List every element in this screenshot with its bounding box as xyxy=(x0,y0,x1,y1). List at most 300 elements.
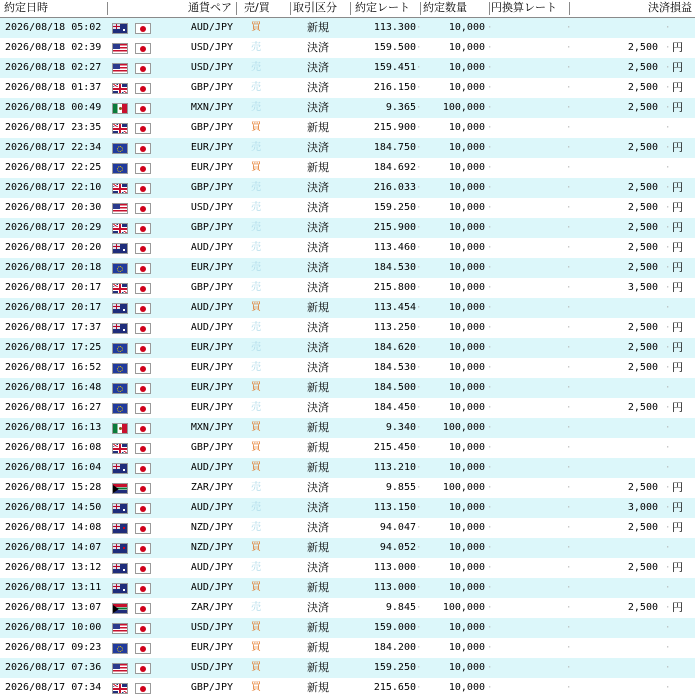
cell-divider: · xyxy=(665,483,671,493)
cell-divider: · xyxy=(487,443,493,453)
cell-divider: · xyxy=(665,643,671,653)
side-indicator: 売 xyxy=(251,282,261,293)
settlement-pnl xyxy=(572,538,658,558)
header-qty[interactable]: 約定数量 xyxy=(423,1,467,14)
table-row[interactable] xyxy=(0,198,695,218)
base-currency-flag-icon xyxy=(112,503,128,514)
table-row[interactable] xyxy=(0,58,695,78)
table-row[interactable] xyxy=(0,578,695,598)
cell-divider: · xyxy=(566,323,572,333)
side-indicator: 売 xyxy=(251,562,261,573)
execution-rate: 94.047 xyxy=(379,522,416,533)
cell-divider: · xyxy=(665,623,671,633)
trade-type: 新規 xyxy=(307,641,329,654)
settlement-pnl: 2,500 xyxy=(627,82,658,93)
side-indicator: 買 xyxy=(251,662,261,673)
trade-type: 決済 xyxy=(307,321,329,334)
execution-quantity: 10,000 xyxy=(448,82,485,93)
trade-type: 新規 xyxy=(307,121,329,134)
cell-divider: · xyxy=(566,423,572,433)
trade-datetime: 2026/08/17 20:29 xyxy=(5,222,102,233)
table-row[interactable] xyxy=(0,298,695,318)
execution-rate: 9.340 xyxy=(385,422,416,433)
side-indicator: 売 xyxy=(251,102,261,113)
cell-divider: · xyxy=(566,223,572,233)
execution-rate: 216.033 xyxy=(373,182,416,193)
cell-divider: · xyxy=(487,423,493,433)
cell-divider: · xyxy=(566,343,572,353)
jpy-flag-icon xyxy=(135,563,151,574)
currency-unit: 円 xyxy=(672,241,683,254)
cell-divider: · xyxy=(665,383,671,393)
execution-quantity: 10,000 xyxy=(448,382,485,393)
table-row[interactable] xyxy=(0,658,695,678)
cell-divider: · xyxy=(487,123,493,133)
jpy-flag-icon xyxy=(135,403,151,414)
currency-pair: AUD/JPY xyxy=(190,322,233,333)
currency-pair: AUD/JPY xyxy=(190,502,233,513)
execution-quantity: 100,000 xyxy=(442,602,485,613)
currency-unit: 円 xyxy=(672,61,683,74)
cell-divider: · xyxy=(665,183,671,193)
side-indicator: 買 xyxy=(251,642,261,653)
base-currency-flag-icon xyxy=(112,283,128,294)
trade-type: 決済 xyxy=(307,61,329,74)
settlement-pnl: 2,500 xyxy=(627,522,658,533)
execution-quantity: 10,000 xyxy=(448,202,485,213)
table-row[interactable] xyxy=(0,338,695,358)
cell-divider: · xyxy=(416,343,422,353)
base-currency-flag-icon xyxy=(112,143,128,154)
table-row[interactable] xyxy=(0,558,695,578)
execution-rate: 9.845 xyxy=(385,602,416,613)
execution-quantity: 10,000 xyxy=(448,362,485,373)
header-side[interactable]: 売/買 xyxy=(244,1,270,14)
trade-type: 決済 xyxy=(307,281,329,294)
execution-rate: 215.900 xyxy=(373,122,416,133)
currency-unit: 円 xyxy=(672,261,683,274)
currency-unit: 円 xyxy=(672,141,683,154)
header-divider[interactable] xyxy=(350,2,351,15)
cell-divider: · xyxy=(566,463,572,473)
currency-pair: GBP/JPY xyxy=(190,682,233,693)
table-row[interactable] xyxy=(0,518,695,538)
cell-divider: · xyxy=(416,563,422,573)
cell-divider: · xyxy=(665,83,671,93)
cell-divider: · xyxy=(566,43,572,53)
base-currency-flag-icon xyxy=(112,223,128,234)
trade-datetime: 2026/08/17 13:11 xyxy=(5,582,102,593)
cell-divider: · xyxy=(416,223,422,233)
table-row[interactable] xyxy=(0,458,695,478)
header-divider[interactable] xyxy=(569,2,570,15)
base-currency-flag-icon xyxy=(112,163,128,174)
cell-divider: · xyxy=(665,23,671,33)
cell-divider: · xyxy=(566,363,572,373)
execution-quantity: 10,000 xyxy=(448,222,485,233)
trade-datetime: 2026/08/17 22:10 xyxy=(5,182,102,193)
table-header xyxy=(0,0,695,18)
jpy-flag-icon xyxy=(135,543,151,554)
base-currency-flag-icon xyxy=(112,443,128,454)
cell-divider: · xyxy=(566,583,572,593)
trade-datetime: 2026/08/17 17:37 xyxy=(5,322,102,333)
cell-divider: · xyxy=(665,363,671,373)
cell-divider: · xyxy=(487,223,493,233)
cell-divider: · xyxy=(566,103,572,113)
table-row[interactable] xyxy=(0,218,695,238)
trade-datetime: 2026/08/17 10:00 xyxy=(5,622,102,633)
cell-divider: · xyxy=(566,143,572,153)
trade-datetime: 2026/08/18 00:49 xyxy=(5,102,102,113)
cell-divider: · xyxy=(487,323,493,333)
currency-pair: GBP/JPY xyxy=(190,122,233,133)
currency-unit: 円 xyxy=(672,281,683,294)
trade-datetime: 2026/08/17 16:52 xyxy=(5,362,102,373)
side-indicator: 買 xyxy=(251,682,261,693)
execution-quantity: 10,000 xyxy=(448,142,485,153)
settlement-pnl xyxy=(572,678,658,698)
currency-pair: EUR/JPY xyxy=(190,142,233,153)
cell-divider: · xyxy=(566,83,572,93)
trade-datetime: 2026/08/17 20:30 xyxy=(5,202,102,213)
currency-pair: NZD/JPY xyxy=(190,542,233,553)
currency-pair: GBP/JPY xyxy=(190,182,233,193)
cell-divider: · xyxy=(665,423,671,433)
currency-unit: 円 xyxy=(672,561,683,574)
table-row[interactable] xyxy=(0,358,695,378)
jpy-flag-icon xyxy=(135,203,151,214)
side-indicator: 売 xyxy=(251,42,261,53)
currency-unit: 円 xyxy=(672,181,683,194)
cell-divider: · xyxy=(487,23,493,33)
table-row[interactable] xyxy=(0,538,695,558)
cell-divider: · xyxy=(665,463,671,473)
execution-quantity: 10,000 xyxy=(448,162,485,173)
header-divider[interactable] xyxy=(420,2,421,15)
trade-type: 新規 xyxy=(307,301,329,314)
table-row[interactable] xyxy=(0,318,695,338)
cell-divider: · xyxy=(487,663,493,673)
currency-pair: AUD/JPY xyxy=(190,582,233,593)
header-date[interactable]: 約定日時 xyxy=(4,1,48,14)
execution-quantity: 10,000 xyxy=(448,442,485,453)
base-currency-flag-icon xyxy=(112,363,128,374)
settlement-pnl: 2,500 xyxy=(627,362,658,373)
cell-divider: · xyxy=(566,243,572,253)
cell-divider: · xyxy=(416,543,422,553)
cell-divider: · xyxy=(487,683,493,693)
cell-divider: · xyxy=(487,403,493,413)
trade-type: 決済 xyxy=(307,401,329,414)
settlement-pnl: 2,500 xyxy=(627,42,658,53)
settlement-pnl: 2,500 xyxy=(627,242,658,253)
execution-quantity: 10,000 xyxy=(448,622,485,633)
base-currency-flag-icon xyxy=(112,383,128,394)
table-row[interactable] xyxy=(0,98,695,118)
cell-divider: · xyxy=(487,483,493,493)
currency-pair: USD/JPY xyxy=(190,622,233,633)
table-row[interactable] xyxy=(0,258,695,278)
cell-divider: · xyxy=(416,243,422,253)
jpy-flag-icon xyxy=(135,163,151,174)
currency-pair: USD/JPY xyxy=(190,62,233,73)
cell-divider: · xyxy=(416,423,422,433)
cell-divider: · xyxy=(487,63,493,73)
trade-datetime: 2026/08/17 14:50 xyxy=(5,502,102,513)
table-row[interactable] xyxy=(0,38,695,58)
cell-divider: · xyxy=(665,323,671,333)
jpy-flag-icon xyxy=(135,663,151,674)
header-pnl[interactable]: 決済損益 xyxy=(648,1,692,14)
settlement-pnl: 2,500 xyxy=(627,402,658,413)
cell-divider: · xyxy=(665,603,671,613)
execution-quantity: 10,000 xyxy=(448,42,485,53)
side-indicator: 買 xyxy=(251,302,261,313)
currency-unit: 円 xyxy=(672,201,683,214)
base-currency-flag-icon xyxy=(112,423,128,434)
header-rate[interactable]: 約定レート xyxy=(355,1,410,14)
table-row[interactable] xyxy=(0,618,695,638)
jpy-flag-icon xyxy=(135,523,151,534)
cell-divider: · xyxy=(416,183,422,193)
cell-divider: · xyxy=(416,663,422,673)
execution-quantity: 10,000 xyxy=(448,22,485,33)
currency-pair: USD/JPY xyxy=(190,662,233,673)
table-row[interactable] xyxy=(0,278,695,298)
trade-type: 新規 xyxy=(307,21,329,34)
currency-pair: EUR/JPY xyxy=(190,642,233,653)
table-row[interactable] xyxy=(0,478,695,498)
trade-type: 決済 xyxy=(307,561,329,574)
execution-quantity: 10,000 xyxy=(448,322,485,333)
cell-divider: · xyxy=(665,163,671,173)
currency-unit: 円 xyxy=(672,41,683,54)
trade-type: 決済 xyxy=(307,341,329,354)
table-row[interactable] xyxy=(0,378,695,398)
jpy-flag-icon xyxy=(135,223,151,234)
cell-divider: · xyxy=(665,43,671,53)
settlement-pnl xyxy=(572,378,658,398)
side-indicator: 売 xyxy=(251,182,261,193)
trade-type: 決済 xyxy=(307,221,329,234)
base-currency-flag-icon xyxy=(112,243,128,254)
currency-unit: 円 xyxy=(672,521,683,534)
currency-pair: GBP/JPY xyxy=(190,442,233,453)
jpy-flag-icon xyxy=(135,243,151,254)
cell-divider: · xyxy=(487,283,493,293)
cell-divider: · xyxy=(416,123,422,133)
cell-divider: · xyxy=(566,543,572,553)
base-currency-flag-icon xyxy=(112,63,128,74)
execution-rate: 159.250 xyxy=(373,202,416,213)
currency-unit: 円 xyxy=(672,481,683,494)
cell-divider: · xyxy=(416,383,422,393)
cell-divider: · xyxy=(487,343,493,353)
trade-type: 新規 xyxy=(307,161,329,174)
table-row[interactable] xyxy=(0,598,695,618)
currency-unit: 円 xyxy=(672,341,683,354)
execution-quantity: 10,000 xyxy=(448,562,485,573)
cell-divider: · xyxy=(665,403,671,413)
cell-divider: · xyxy=(487,563,493,573)
execution-quantity: 10,000 xyxy=(448,462,485,473)
cell-divider: · xyxy=(487,43,493,53)
cell-divider: · xyxy=(665,243,671,253)
jpy-flag-icon xyxy=(135,483,151,494)
execution-rate: 159.250 xyxy=(373,662,416,673)
header-conv-rate[interactable]: 円換算レート xyxy=(491,1,557,14)
trade-datetime: 2026/08/17 17:25 xyxy=(5,342,102,353)
trade-type: 決済 xyxy=(307,81,329,94)
settlement-pnl: 2,500 xyxy=(627,322,658,333)
header-divider[interactable] xyxy=(236,2,237,15)
table-row[interactable] xyxy=(0,138,695,158)
trade-datetime: 2026/08/17 20:18 xyxy=(5,262,102,273)
execution-quantity: 10,000 xyxy=(448,302,485,313)
execution-rate: 94.052 xyxy=(379,542,416,553)
cell-divider: · xyxy=(566,483,572,493)
cell-divider: · xyxy=(416,323,422,333)
header-pair[interactable]: 通貨ペア xyxy=(188,1,232,14)
settlement-pnl: 2,500 xyxy=(627,482,658,493)
currency-pair: ZAR/JPY xyxy=(190,482,233,493)
trade-datetime: 2026/08/17 20:20 xyxy=(5,242,102,253)
base-currency-flag-icon xyxy=(112,563,128,574)
execution-rate: 184.692 xyxy=(373,162,416,173)
jpy-flag-icon xyxy=(135,183,151,194)
base-currency-flag-icon xyxy=(112,43,128,54)
base-currency-flag-icon xyxy=(112,543,128,554)
cell-divider: · xyxy=(566,643,572,653)
cell-divider: · xyxy=(566,663,572,673)
trade-type: 決済 xyxy=(307,361,329,374)
trade-datetime: 2026/08/17 20:17 xyxy=(5,302,102,313)
header-divider[interactable] xyxy=(489,2,490,15)
jpy-flag-icon xyxy=(135,263,151,274)
trade-datetime: 2026/08/17 07:36 xyxy=(5,662,102,673)
base-currency-flag-icon xyxy=(112,23,128,34)
cell-divider: · xyxy=(665,263,671,273)
side-indicator: 買 xyxy=(251,442,261,453)
base-currency-flag-icon xyxy=(112,683,128,694)
side-indicator: 買 xyxy=(251,162,261,173)
table-row[interactable] xyxy=(0,398,695,418)
currency-pair: EUR/JPY xyxy=(190,402,233,413)
table-row[interactable] xyxy=(0,238,695,258)
settlement-pnl: 2,500 xyxy=(627,202,658,213)
cell-divider: · xyxy=(566,303,572,313)
table-row[interactable] xyxy=(0,78,695,98)
table-row[interactable] xyxy=(0,158,695,178)
execution-rate: 215.900 xyxy=(373,222,416,233)
cell-divider: · xyxy=(416,683,422,693)
jpy-flag-icon xyxy=(135,503,151,514)
execution-quantity: 10,000 xyxy=(448,502,485,513)
execution-quantity: 10,000 xyxy=(448,402,485,413)
cell-divider: · xyxy=(487,143,493,153)
settlement-pnl xyxy=(572,578,658,598)
execution-rate: 184.450 xyxy=(373,402,416,413)
trade-datetime: 2026/08/17 09:23 xyxy=(5,642,102,653)
execution-quantity: 10,000 xyxy=(448,342,485,353)
cell-divider: · xyxy=(416,103,422,113)
base-currency-flag-icon xyxy=(112,403,128,414)
cell-divider: · xyxy=(665,683,671,693)
trade-type: 決済 xyxy=(307,481,329,494)
settlement-pnl xyxy=(572,458,658,478)
table-row[interactable] xyxy=(0,118,695,138)
table-row[interactable] xyxy=(0,438,695,458)
jpy-flag-icon xyxy=(135,683,151,694)
cell-divider: · xyxy=(566,403,572,413)
base-currency-flag-icon xyxy=(112,483,128,494)
cell-divider: · xyxy=(416,163,422,173)
cell-divider: · xyxy=(566,63,572,73)
table-row[interactable] xyxy=(0,18,695,38)
trade-datetime: 2026/08/17 16:27 xyxy=(5,402,102,413)
execution-quantity: 10,000 xyxy=(448,62,485,73)
settlement-pnl xyxy=(572,418,658,438)
trade-type: 決済 xyxy=(307,141,329,154)
cell-divider: · xyxy=(665,523,671,533)
cell-divider: · xyxy=(416,483,422,493)
trade-type: 新規 xyxy=(307,581,329,594)
cell-divider: · xyxy=(665,583,671,593)
settlement-pnl xyxy=(572,118,658,138)
cell-divider: · xyxy=(487,583,493,593)
table-row[interactable] xyxy=(0,638,695,658)
cell-divider: · xyxy=(566,183,572,193)
header-kind[interactable]: 取引区分 xyxy=(293,1,337,14)
base-currency-flag-icon xyxy=(112,623,128,634)
cell-divider: · xyxy=(665,123,671,133)
cell-divider: · xyxy=(566,383,572,393)
side-indicator: 売 xyxy=(251,62,261,73)
table-row[interactable] xyxy=(0,178,695,198)
trade-datetime: 2026/08/17 14:08 xyxy=(5,522,102,533)
currency-pair: AUD/JPY xyxy=(190,562,233,573)
side-indicator: 売 xyxy=(251,82,261,93)
table-row[interactable] xyxy=(0,418,695,438)
table-row[interactable] xyxy=(0,678,695,698)
cell-divider: · xyxy=(416,83,422,93)
settlement-pnl: 2,500 xyxy=(627,562,658,573)
currency-pair: USD/JPY xyxy=(190,202,233,213)
cell-divider: · xyxy=(416,403,422,413)
trade-type: 決済 xyxy=(307,521,329,534)
side-indicator: 買 xyxy=(251,22,261,33)
header-divider[interactable] xyxy=(290,2,291,15)
trade-datetime: 2026/08/17 22:25 xyxy=(5,162,102,173)
base-currency-flag-icon xyxy=(112,263,128,274)
jpy-flag-icon xyxy=(135,583,151,594)
currency-pair: AUD/JPY xyxy=(190,302,233,313)
cell-divider: · xyxy=(416,643,422,653)
header-divider[interactable] xyxy=(107,2,108,15)
cell-divider: · xyxy=(566,603,572,613)
base-currency-flag-icon xyxy=(112,663,128,674)
table-row[interactable] xyxy=(0,498,695,518)
cell-divider: · xyxy=(487,503,493,513)
trade-type: 新規 xyxy=(307,381,329,394)
cell-divider: · xyxy=(487,603,493,613)
settlement-pnl: 3,000 xyxy=(627,502,658,513)
jpy-flag-icon xyxy=(135,123,151,134)
execution-quantity: 10,000 xyxy=(448,122,485,133)
jpy-flag-icon xyxy=(135,283,151,294)
side-indicator: 売 xyxy=(251,362,261,373)
